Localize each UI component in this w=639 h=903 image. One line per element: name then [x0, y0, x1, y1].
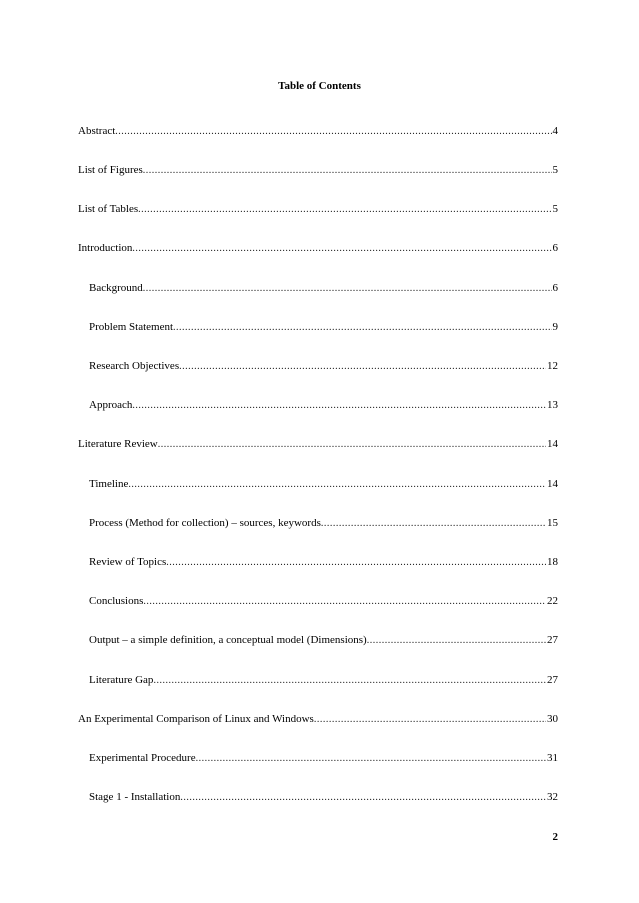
toc-entry-output[interactable] [89, 633, 558, 648]
toc-entry-title: List of Tables [78, 203, 139, 215]
toc-entry-title: Output – a simple definition, a conceptual model (Dimensions) [89, 634, 367, 646]
toc-entry-title: Experimental Procedure [89, 752, 196, 764]
toc-dot-leader [367, 634, 546, 648]
toc-entry-page: 14 [547, 438, 558, 450]
toc-entry-page: 13 [547, 399, 558, 411]
toc-entry-list-of-tables[interactable] [78, 202, 558, 217]
toc-entry-title: Introduction [78, 242, 133, 254]
toc-entry-title: Timeline [89, 478, 129, 490]
toc-entry-stage-1-installation[interactable] [89, 790, 558, 805]
toc-dot-leader [115, 125, 551, 139]
toc-entry-page: 30 [547, 713, 558, 725]
toc-dot-leader [132, 242, 551, 256]
toc-entry-page: 31 [547, 752, 558, 764]
toc-entry-abstract[interactable] [78, 124, 558, 139]
toc-entry-title: Review of Topics [89, 556, 167, 568]
toc-entry-title: Literature Review [78, 438, 158, 450]
toc-dot-leader [128, 478, 546, 492]
toc-entry-page: 14 [547, 478, 558, 490]
toc-dot-leader [132, 399, 546, 413]
toc-entry-review-of-topics[interactable] [89, 555, 558, 570]
page-title: Table of Contents [278, 80, 361, 92]
toc-entry-process[interactable] [89, 516, 558, 531]
toc-entry-experimental-comparison[interactable] [78, 712, 558, 727]
toc-dot-leader [143, 595, 546, 609]
toc-entry-title: Conclusions [89, 595, 144, 607]
toc-entry-problem-statement[interactable] [89, 320, 558, 335]
toc-dot-leader [158, 438, 546, 452]
toc-entry-literature-gap[interactable] [89, 673, 558, 688]
toc-entry-page: 6 [552, 282, 558, 294]
toc-entry-page: 12 [547, 360, 558, 372]
toc-entry-title: An Experimental Comparison of Linux and Windows [78, 713, 314, 725]
toc-entry-title: Background [89, 282, 143, 294]
toc-dot-leader [314, 713, 546, 727]
toc-entry-page: 18 [547, 556, 558, 568]
toc-entry-page: 4 [552, 125, 558, 137]
toc-entry-title: Process (Method for collection) – sources, keywords [89, 517, 321, 529]
toc-entry-approach[interactable] [89, 398, 558, 413]
toc-entry-title: Approach [89, 399, 133, 411]
toc-entry-page: 27 [547, 634, 558, 646]
toc-dot-leader [179, 360, 546, 374]
toc-dot-leader [196, 752, 546, 766]
toc-entry-list-of-figures[interactable] [78, 163, 558, 178]
toc-dot-leader [143, 282, 552, 296]
toc-dot-leader [180, 791, 546, 805]
toc-entry-page: 22 [547, 595, 558, 607]
toc-entry-page: 5 [552, 203, 558, 215]
toc-dot-leader [153, 674, 546, 688]
page-number: 2 [552, 831, 558, 843]
toc-entry-research-objectives[interactable] [89, 359, 558, 374]
toc-entry-background[interactable] [89, 281, 558, 296]
toc-entry-conclusions[interactable] [89, 594, 558, 609]
toc-entry-title: Abstract [78, 125, 116, 137]
toc-dot-leader [166, 556, 546, 570]
toc-entry-page: 6 [552, 242, 558, 254]
toc-entry-title: Research Objectives [89, 360, 180, 372]
toc-entry-experimental-procedure[interactable] [89, 751, 558, 766]
toc-entry-title: Literature Gap [89, 674, 154, 686]
toc-entry-timeline[interactable] [89, 477, 558, 492]
toc-dot-leader [173, 321, 551, 335]
toc-entry-title: List of Figures [78, 164, 143, 176]
toc-entry-page: 5 [552, 164, 558, 176]
toc-entry-introduction[interactable] [78, 241, 558, 256]
toc-dot-leader [138, 203, 551, 217]
toc-dot-leader [143, 164, 552, 178]
toc-entry-title: Stage 1 - Installation [89, 791, 181, 803]
toc-entry-page: 15 [547, 517, 558, 529]
toc-dot-leader [321, 517, 546, 531]
toc-entry-page: 27 [547, 674, 558, 686]
toc-entry-literature-review[interactable] [78, 437, 558, 452]
toc-entry-page: 32 [547, 791, 558, 803]
toc-entry-page: 9 [552, 321, 558, 333]
toc-entry-title: Problem Statement [89, 321, 174, 333]
